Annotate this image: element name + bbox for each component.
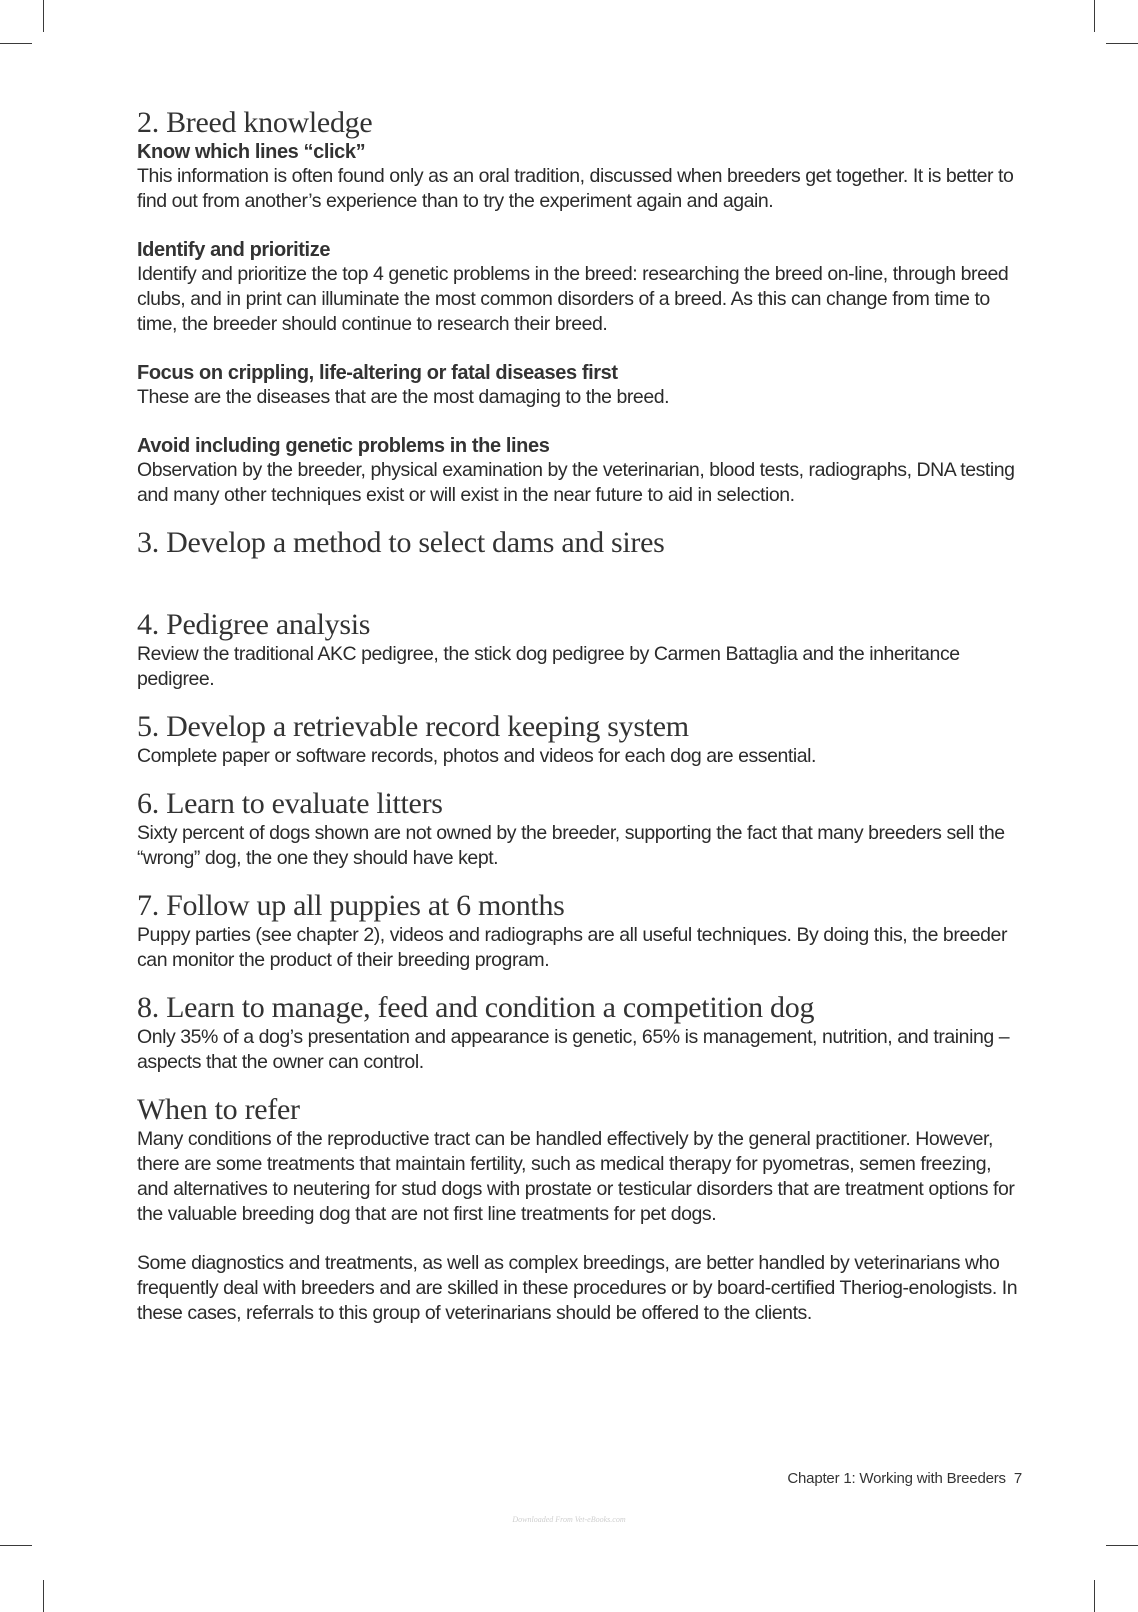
paragraph-focus-crippling: These are the diseases that are the most damaging to the breed.: [137, 386, 670, 408]
crop-mark: [1094, 0, 1095, 32]
page-content: [137, 106, 1027, 1326]
section-heading-select-dams-sires: 3. Develop a method to select dams and sires: [137, 526, 665, 559]
paragraph-pedigree-analysis: Review the traditional AKC pedigree, the stick dog pedigree by Carmen Battaglia and the inheritance pedigree.: [137, 643, 960, 690]
paragraph-competition-dog: Only 35% of a dog’s presentation and appearance is genetic, 65% is management, nutrition, and training – aspects that the owner can control.: [137, 1026, 1010, 1073]
paragraph-when-to-refer-2: Some diagnostics and treatments, as well as complex breedings, are better handled by veterinarians who frequently deal with breeders and are skilled in these procedures or by board-certified Theriog-enologists. In these cases, referrals to this group of veterinarians should be offered to the clients.: [137, 1252, 1018, 1324]
subheading-identify-prioritize: Identify and prioritize: [137, 239, 331, 261]
page-footer: [787, 1470, 1022, 1487]
subheading-focus-crippling: Focus on crippling, life-altering or fatal diseases first: [137, 362, 618, 384]
subheading-lines-click: Know which lines “click”: [137, 141, 366, 163]
paragraph-follow-up-puppies: Puppy parties (see chapter 2), videos and radiographs are all useful techniques. By doing this, the breeder can monitor the product of their breeding program.: [137, 924, 1007, 971]
footer-chapter-title: Chapter 1: Working with Breeders: [787, 1470, 1006, 1487]
paragraph-avoid-genetic-problems: Observation by the breeder, physical examination by the veterinarian, blood tests, radiographs, DNA testing and many other techniques exist or will exist in the near future to aid in selection.: [137, 459, 1015, 506]
section-heading-breed-knowledge: 2. Breed knowledge: [137, 106, 373, 139]
paragraph-when-to-refer-1: Many conditions of the reproductive tract can be handled effectively by the general practitioner. However, there are some treatments that maintain fertility, such as medical therapy for pyometras, semen freezing, and alternatives to neutering for stud dogs with prostate or testicular disorders that are treatment options for the valuable breeding dog that are not first line treatments for pet dogs.: [137, 1128, 1015, 1225]
section-heading-follow-up-puppies: 7. Follow up all puppies at 6 months: [137, 889, 565, 922]
crop-mark: [43, 0, 44, 32]
paragraph-lines-click: This information is often found only as an oral tradition, discussed when breeders get together. It is better to find out from another’s experience than to try the experiment again and again.: [137, 165, 1014, 212]
crop-mark: [0, 43, 32, 44]
section-heading-evaluate-litters: 6. Learn to evaluate litters: [137, 787, 443, 820]
paragraph-record-keeping: Complete paper or software records, photos and videos for each dog are essential.: [137, 745, 816, 767]
crop-mark: [1094, 1580, 1095, 1612]
section-heading-when-to-refer: When to refer: [137, 1093, 300, 1126]
crop-mark: [0, 1545, 32, 1546]
page-number: 7: [1013, 1470, 1022, 1487]
watermark-text: Downloaded From Vet-eBooks.com: [512, 1515, 626, 1524]
section-heading-competition-dog: 8. Learn to manage, feed and condition a competition dog: [137, 991, 815, 1024]
paragraph-identify-prioritize: Identify and prioritize the top 4 genetic problems in the breed: researching the breed on-line, through breed clubs, and in print can illuminate the most common disorders of a breed. As this can change from time to time, the breeder should continue to research their breed.: [137, 263, 1009, 335]
section-heading-record-keeping: 5. Develop a retrievable record keeping system: [137, 710, 689, 743]
paragraph-evaluate-litters: Sixty percent of dogs shown are not owned by the breeder, supporting the fact that many breeders sell the “wrong” dog, the one they should have kept.: [137, 822, 1005, 869]
crop-mark: [1106, 43, 1138, 44]
subheading-avoid-genetic-problems: Avoid including genetic problems in the lines: [137, 435, 550, 457]
crop-mark: [43, 1580, 44, 1612]
section-heading-pedigree-analysis: 4. Pedigree analysis: [137, 608, 371, 641]
crop-mark: [1106, 1545, 1138, 1546]
